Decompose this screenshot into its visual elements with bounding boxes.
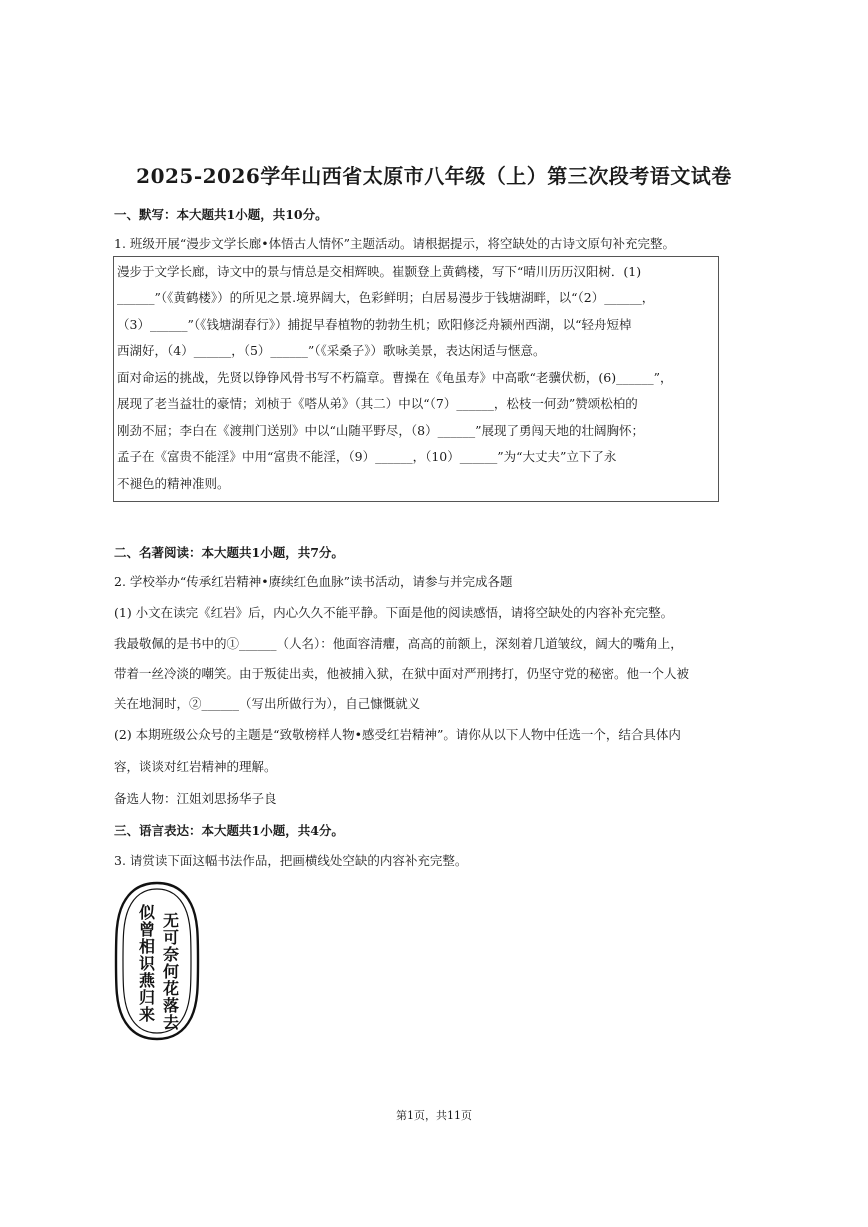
- section-1-heading: 一、默写：本大题共1小题，共10分。: [114, 207, 328, 222]
- calligraphy-column-right: 无可奈何花落去: [160, 912, 180, 1031]
- section-3-heading: 三、语言表达：本大题共1小题，共4分。: [114, 823, 344, 838]
- box-line: 刚劲不屈；李白在《渡荆门送别》中以“山随平野尽，（8）______”展现了勇闯天地的壮阔胸怀；: [117, 423, 644, 438]
- section-2-heading: 二、名著阅读：本大题共1小题，共7分。: [114, 545, 344, 560]
- candidate-list: 备选人物：江姐刘思扬华子良: [114, 791, 277, 806]
- reading-line: 我最敬佩的是书中的①______（人名）：他面容清癯，高高的前额上，深刻着几道皱纹，阔大的嘴角上，: [114, 636, 683, 651]
- box-line: ______”（《黄鹤楼》）的所见之景.境界阔大，色彩鲜明；白居易漫步于钱塘湖畔，以“（2）______，: [117, 290, 655, 305]
- page-title: 2025-2026学年山西省太原市八年级（上）第三次段考语文试卷: [136, 164, 732, 188]
- box-line: 漫步于文学长廊，诗文中的景与情总是交相辉映。崔颢登上黄鹤楼，写下“晴川历历汉阳树．(1): [117, 264, 642, 279]
- reading-line: 带着一丝冷淡的嘲笑。由于叛徒出卖，他被捕入狱，在狱中面对严刑拷打，仍坚守党的秘密。他一个人被: [114, 666, 690, 681]
- question-2-part-1: (1) 小文在读完《红岩》后，内心久久不能平静。下面是他的阅读感悟，请将空缺处的内容补充完整。: [114, 605, 674, 620]
- box-line: 面对命运的挑战，先贤以铮铮风骨书写不朽篇章。曹操在《龟虽寿》中高歌“老骥伏枥，(6)______”，: [117, 370, 673, 385]
- question-3-stem: 3. 请赏读下面这幅书法作品，把画横线处空缺的内容补充完整。: [114, 853, 468, 868]
- calligraphy-artwork: [113, 880, 201, 1042]
- question-2-stem: 2. 学校举办“传承红岩精神•赓续红色血脉”读书活动，请参与并完成各题: [114, 574, 513, 589]
- question-2-part-2-cont: 容，谈谈对红岩精神的理解。: [114, 759, 277, 774]
- calligraphy-column-left: 似曾相识燕归来: [136, 904, 156, 1023]
- box-line: 不褪色的精神准则。: [117, 476, 230, 491]
- page-footer: 第1页，共11页: [396, 1109, 472, 1122]
- box-line: 西湖好，（4）______，（5）______”（《采桑子》）歌咏美景，表达闲适与惬意。: [117, 343, 546, 358]
- question-2-part-2: (2) 本期班级公众号的主题是“致敬榜样人物•感受红岩精神”。请你从以下人物中任选一个，结合具体内: [114, 727, 681, 742]
- question-1-stem: 1. 班级开展“漫步文学长廊•体悟古人情怀”主题活动。请根据提示，将空缺处的古诗文原句补充完整。: [114, 236, 676, 251]
- box-line: （3）______”（《钱塘湖春行》）捕捉早春植物的勃勃生机；欧阳修泛舟颍州西湖，以“轻舟短棹: [117, 317, 632, 332]
- box-line: 展现了老当益壮的豪情；刘桢于《嗒从弟》（其二）中以“（7）______，松枝一何劲”赞颂松柏的: [117, 396, 638, 411]
- box-line: 孟子在《富贵不能淫》中用“富贵不能淫，（9）______，（10）______”为“大丈夫”立下了永: [117, 449, 617, 464]
- reading-line: 关在地洞时，②______（写出所做行为），自己慷慨就义: [114, 696, 421, 711]
